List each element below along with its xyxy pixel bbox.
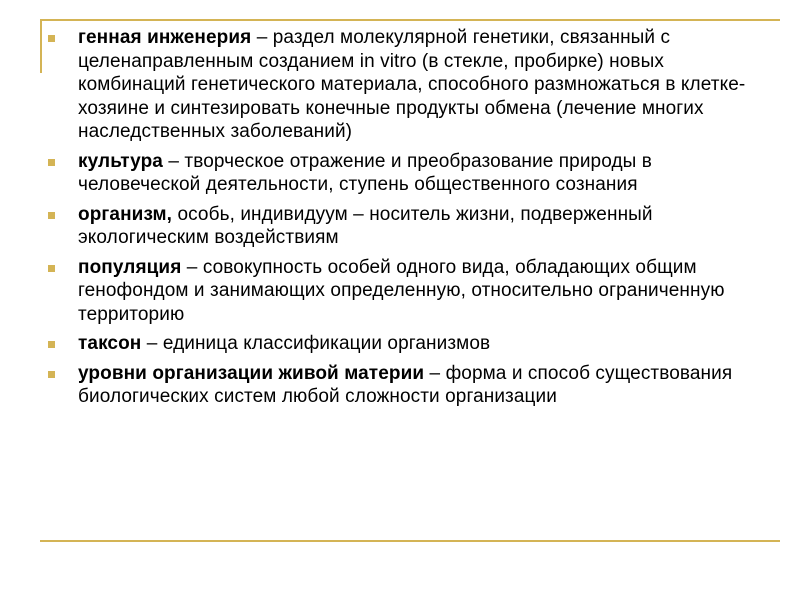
list-item bbox=[48, 256, 768, 327]
list-item bbox=[48, 150, 768, 197]
item-definition: – совокупность особей одного вида, обладающих общим генофондом и занимающих определенную, относительно ограниченную территорию bbox=[78, 256, 725, 325]
top-accent-rule bbox=[40, 19, 780, 21]
item-definition: – единица классификации организмов bbox=[141, 333, 491, 354]
item-definition: – раздел молекулярной генетики, связанный с целенаправленным созданием in vitro (в стекле, пробирке) новых комбинаций генетического материала, способного размножаться в клетке-хозяине и синтезировать конечные продукты обмена (лечение многих наследственных заболеваний) bbox=[78, 27, 746, 142]
definition-list bbox=[48, 26, 768, 415]
item-definition: особь, индивидуум – носитель жизни, подверженный экологическим воздействиям bbox=[78, 203, 653, 248]
list-item bbox=[48, 203, 768, 250]
item-term: таксон bbox=[78, 333, 142, 354]
square-bullet-icon bbox=[48, 35, 55, 42]
left-accent-rule bbox=[40, 19, 42, 73]
list-item bbox=[48, 26, 768, 144]
item-definition: – форма и способ существования биологических систем любой сложности организации bbox=[78, 362, 733, 407]
item-definition: – творческое отражение и преобразование природы в человеческой деятельности, ступень общественного сознания bbox=[78, 150, 652, 195]
list-item bbox=[48, 362, 768, 409]
square-bullet-icon bbox=[48, 265, 55, 272]
bottom-accent-rule bbox=[40, 540, 780, 542]
list-item bbox=[48, 332, 768, 356]
item-term: популяция bbox=[78, 256, 182, 278]
item-term: уровни организации живой материи bbox=[78, 362, 425, 384]
square-bullet-icon bbox=[48, 371, 55, 378]
item-term: генная инженерия bbox=[78, 27, 252, 48]
square-bullet-icon bbox=[48, 212, 55, 219]
square-bullet-icon bbox=[48, 159, 55, 166]
square-bullet-icon bbox=[48, 341, 55, 348]
item-term: культура bbox=[78, 150, 163, 172]
item-term: организм, bbox=[78, 203, 173, 225]
